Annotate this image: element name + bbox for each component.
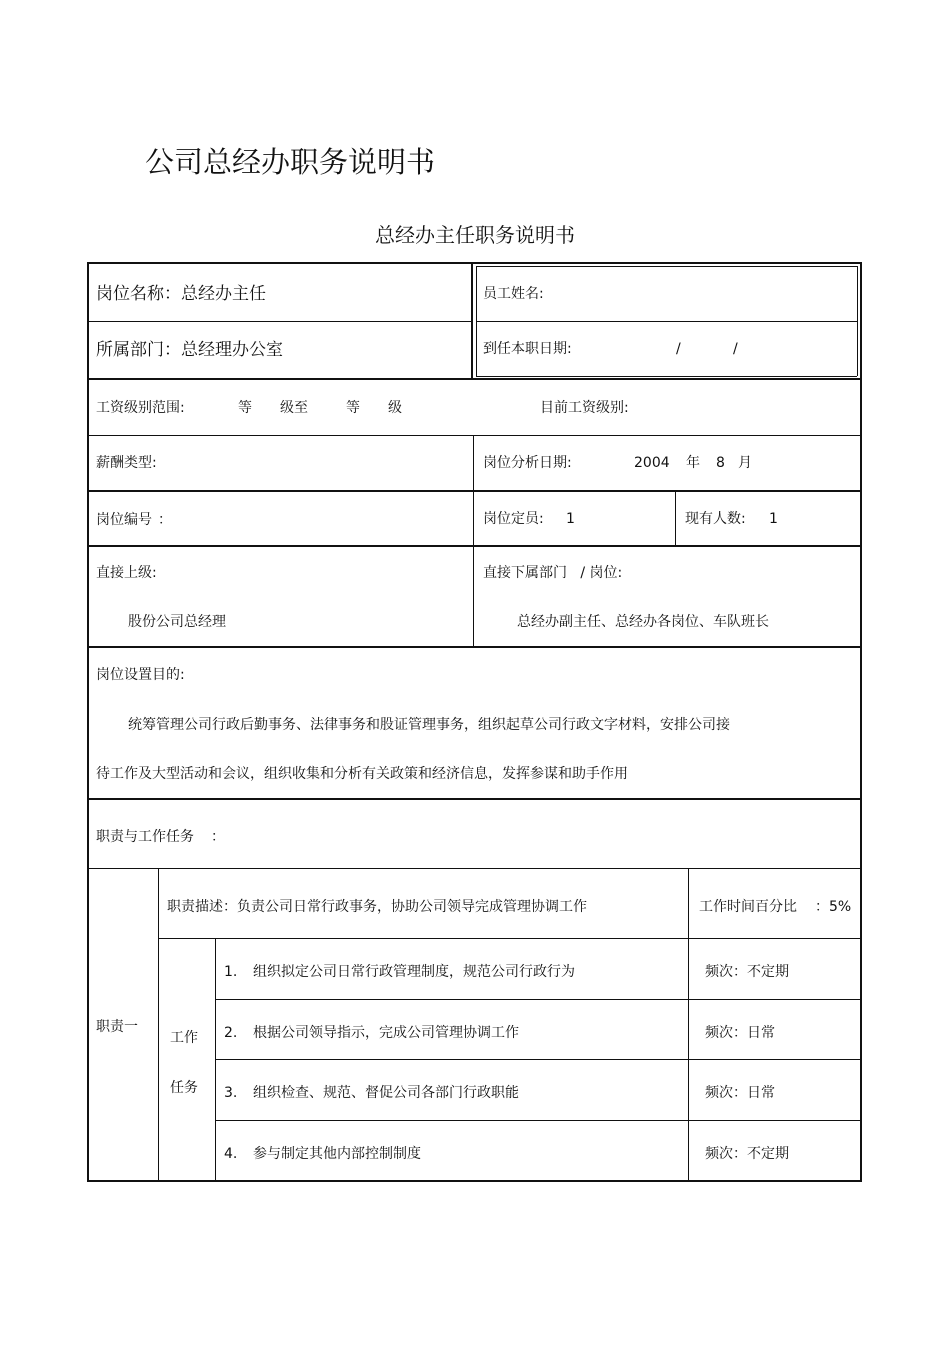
duty-description: 职责描述：负责公司日常行政事务，协助公司领导完成管理协调工作 — [167, 899, 587, 915]
superior-label: 直接上级: — [96, 565, 157, 581]
salary-type-label: 薪酬类型: — [96, 455, 157, 471]
task-frequency: 频次：日常 — [705, 1025, 775, 1041]
task-frequency: 频次：日常 — [705, 1085, 775, 1101]
salary-range-deng: 等 — [238, 400, 252, 416]
task-text: 组织拟定公司日常行政管理制度，规范公司行政行为 — [253, 964, 575, 980]
purpose-label: 岗位设置目的: — [96, 667, 185, 683]
headcount-label: 岗位定员: — [483, 511, 544, 527]
employee-name-label: 员工姓名: — [483, 286, 544, 302]
duties-label: 职责与工作任务 — [96, 829, 194, 845]
purpose-text-line1: 统筹管理公司行政后勤事务、法律事务和股证管理事务，组织起草公司行政文字材料，安排公司接 — [128, 717, 730, 733]
task-frequency: 频次：不定期 — [705, 1146, 789, 1162]
duty-one-label: 职责一 — [96, 1019, 138, 1035]
headcount-value: 1 — [566, 511, 575, 527]
superior-value: 股份公司总经理 — [128, 614, 226, 630]
position-code-colon: ： — [158, 512, 172, 528]
current-count-value: 1 — [769, 511, 778, 527]
start-date-sep: / — [676, 341, 681, 357]
current-salary-label: 目前工资级别: — [540, 400, 629, 416]
work-time-label: 工作时间百分比 — [699, 899, 797, 915]
task-text: 根据公司领导指示，完成公司管理协调工作 — [253, 1025, 519, 1041]
task-text: 参与制定其他内部控制制度 — [253, 1146, 421, 1162]
task-text: 组织检查、规范、督促公司各部门行政职能 — [253, 1085, 519, 1101]
analysis-month-unit: 月 — [738, 455, 752, 471]
start-date-label: 到任本职日期: — [483, 341, 572, 357]
salary-range-ji: 级 — [388, 400, 402, 416]
salary-range-jizhi: 级至 — [280, 400, 308, 416]
subordinate-label: 直接下属部门 / 岗位: — [483, 565, 623, 581]
task-frequency: 频次：不定期 — [705, 964, 789, 980]
task-number: 4. — [224, 1146, 238, 1162]
task-number: 2. — [224, 1025, 238, 1041]
document-title: 公司总经办职务说明书 — [145, 145, 436, 179]
salary-range-label: 工资级别范围: — [96, 400, 185, 416]
analysis-date-label: 岗位分析日期: — [483, 455, 572, 471]
position-name: 岗位名称：总经办主任 — [96, 284, 266, 304]
salary-range-deng: 等 — [346, 400, 360, 416]
purpose-text-line2: 待工作及大型活动和会议，组织收集和分析有关政策和经济信息，发挥参谋和助手作用 — [96, 766, 628, 782]
current-count-label: 现有人数: — [685, 511, 746, 527]
task-label: 任务 — [170, 1080, 198, 1096]
analysis-year-unit: 年 — [686, 455, 700, 471]
subordinate-value: 总经办副主任、总经办各岗位、车队班长 — [517, 614, 769, 630]
analysis-year: 2004 — [634, 455, 670, 471]
work-time-value: ：5% — [815, 899, 852, 915]
department: 所属部门：总经理办公室 — [96, 340, 283, 360]
analysis-month: 8 — [716, 455, 725, 471]
start-date-sep: / — [733, 341, 738, 357]
position-code-label: 岗位编号 — [96, 512, 152, 528]
duties-label-colon: ： — [211, 829, 225, 845]
task-label: 工作 — [170, 1030, 198, 1046]
task-number: 3. — [224, 1085, 238, 1101]
form-title: 总经办主任职务说明书 — [375, 223, 575, 247]
task-number: 1. — [224, 964, 238, 980]
